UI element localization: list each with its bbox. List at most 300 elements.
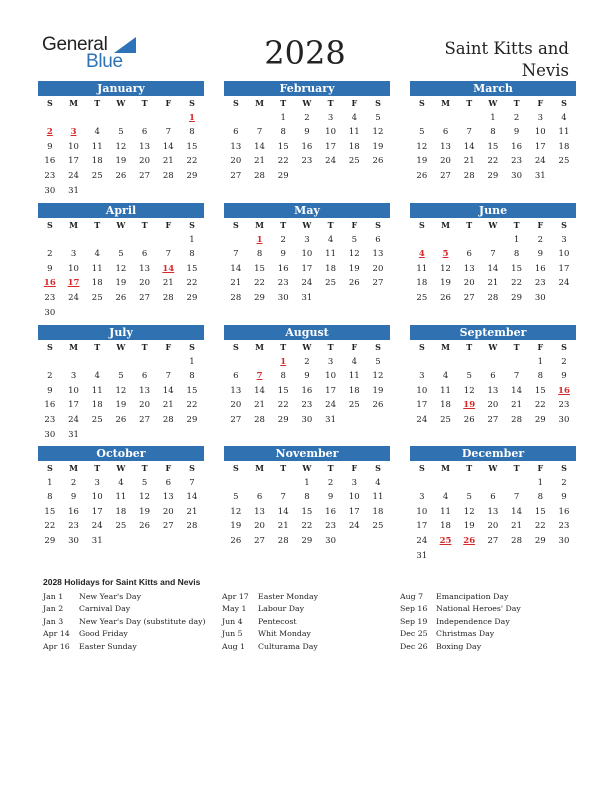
empty-day-cell bbox=[62, 355, 86, 370]
day-cell: 22 bbox=[277, 400, 289, 411]
day-cell: 6 bbox=[490, 492, 496, 503]
day-cell: 11 bbox=[91, 263, 103, 274]
day-cell: 10 bbox=[534, 127, 546, 138]
holiday-row bbox=[400, 641, 580, 653]
holiday-name: Easter Monday bbox=[258, 592, 319, 601]
day-cell: 6 bbox=[233, 371, 239, 382]
day-cell: 11 bbox=[416, 263, 428, 274]
day-cell: 16 bbox=[68, 506, 79, 517]
holiday-row bbox=[43, 628, 223, 640]
day-cell: 10 bbox=[416, 506, 428, 517]
month-header: October bbox=[38, 446, 204, 461]
day-cell: 20 bbox=[372, 263, 384, 274]
empty-day-cell bbox=[505, 476, 529, 491]
day-cell: 14 bbox=[511, 506, 522, 517]
day-cell: 10 bbox=[68, 141, 79, 152]
day-cell: 5 bbox=[118, 371, 124, 382]
day-cell: 17 bbox=[416, 521, 428, 532]
day-cell: 28 bbox=[162, 292, 174, 303]
day-cell: 25 bbox=[372, 521, 384, 532]
day-cell: 24 bbox=[325, 400, 336, 411]
weekday-label: W bbox=[488, 220, 498, 230]
country-name-line2: Nevis bbox=[521, 61, 569, 80]
holiday-date: Jan 2 bbox=[43, 604, 64, 614]
day-cell: 30 bbox=[277, 292, 289, 303]
month-grid bbox=[224, 340, 390, 428]
day-cell: 11 bbox=[348, 371, 360, 382]
day-cell: 13 bbox=[162, 492, 174, 503]
weekday-label: S bbox=[232, 220, 239, 230]
holiday-date: May 1 bbox=[222, 604, 247, 614]
weekday-label: T bbox=[94, 98, 101, 108]
day-cell: 21 bbox=[162, 400, 174, 411]
day-cell: 10 bbox=[325, 127, 336, 138]
holiday-date: Aug 7 bbox=[400, 592, 424, 601]
day-cell: 1 bbox=[47, 477, 53, 488]
day-cell: 27 bbox=[487, 414, 499, 425]
weekday-label: T bbox=[280, 220, 287, 230]
day-cell: 20 bbox=[162, 506, 174, 517]
day-cell: 18 bbox=[325, 263, 336, 274]
holiday-day-cell: 25 bbox=[439, 535, 452, 546]
weekday-label: S bbox=[189, 220, 195, 230]
empty-day-cell bbox=[224, 233, 248, 248]
day-cell: 15 bbox=[186, 263, 198, 274]
weekday-label: F bbox=[165, 342, 172, 352]
day-cell: 26 bbox=[139, 521, 150, 532]
day-cell: 8 bbox=[189, 249, 195, 260]
weekday-label: T bbox=[94, 463, 101, 473]
day-cell: 18 bbox=[91, 400, 103, 411]
day-cell: 24 bbox=[68, 170, 79, 181]
day-cell: 22 bbox=[186, 156, 198, 167]
day-cell: 18 bbox=[558, 141, 570, 152]
holiday-row bbox=[222, 591, 402, 603]
holiday-date: Jun 5 bbox=[222, 629, 243, 639]
day-cell: 27 bbox=[254, 535, 265, 546]
weekday-label: M bbox=[255, 463, 264, 473]
day-cell: 15 bbox=[254, 263, 265, 274]
weekday-label: T bbox=[280, 463, 287, 473]
day-cell: 7 bbox=[165, 127, 171, 138]
day-cell: 2 bbox=[47, 371, 53, 382]
day-cell: 25 bbox=[325, 278, 336, 289]
month-grid bbox=[224, 461, 390, 549]
holiday-row bbox=[43, 591, 223, 603]
day-cell: 20 bbox=[487, 521, 499, 532]
day-cell: 30 bbox=[44, 307, 56, 318]
day-cell: 5 bbox=[118, 127, 124, 138]
month-grid bbox=[38, 461, 204, 549]
weekday-label: W bbox=[302, 98, 312, 108]
weekday-label: S bbox=[46, 98, 53, 108]
empty-day-cell bbox=[224, 355, 248, 370]
month-grid bbox=[410, 96, 576, 184]
day-cell: 21 bbox=[230, 278, 242, 289]
day-cell: 2 bbox=[280, 234, 286, 245]
day-cell: 7 bbox=[280, 492, 286, 503]
empty-day-cell bbox=[156, 111, 180, 126]
day-cell: 29 bbox=[277, 170, 289, 181]
holiday-day-cell: 1 bbox=[256, 234, 263, 245]
day-cell: 22 bbox=[277, 156, 289, 167]
day-cell: 7 bbox=[466, 127, 472, 138]
holiday-column bbox=[222, 591, 402, 653]
day-cell: 15 bbox=[534, 506, 546, 517]
empty-day-cell bbox=[410, 111, 434, 126]
day-cell: 14 bbox=[277, 506, 289, 517]
holiday-row bbox=[400, 603, 580, 615]
day-cell: 23 bbox=[44, 170, 56, 181]
day-cell: 23 bbox=[558, 521, 570, 532]
day-cell: 20 bbox=[139, 278, 150, 289]
day-cell: 24 bbox=[348, 521, 360, 532]
day-cell: 27 bbox=[139, 292, 150, 303]
day-cell: 24 bbox=[534, 156, 546, 167]
day-cell: 2 bbox=[327, 477, 334, 488]
day-cell: 25 bbox=[558, 156, 570, 167]
day-cell: 1 bbox=[490, 112, 496, 123]
day-cell: 14 bbox=[162, 141, 174, 152]
weekday-label: F bbox=[165, 463, 172, 473]
holiday-name: Labour Day bbox=[258, 604, 305, 614]
holiday-row bbox=[400, 616, 580, 628]
day-cell: 12 bbox=[115, 385, 127, 396]
day-cell: 30 bbox=[68, 535, 79, 546]
day-cell: 15 bbox=[301, 506, 313, 517]
day-cell: 23 bbox=[301, 400, 313, 411]
day-cell: 19 bbox=[416, 156, 428, 167]
weekday-label: S bbox=[375, 342, 381, 352]
holiday-date: Jun 4 bbox=[222, 616, 243, 626]
weekday-label: M bbox=[69, 463, 78, 473]
day-cell: 20 bbox=[254, 521, 265, 532]
day-cell: 11 bbox=[440, 506, 451, 517]
day-cell: 18 bbox=[440, 521, 451, 532]
holiday-row bbox=[43, 603, 223, 615]
month-grid bbox=[410, 461, 576, 563]
holiday-day-cell: 14 bbox=[162, 263, 175, 274]
empty-day-cell bbox=[248, 111, 272, 126]
day-cell: 3 bbox=[537, 112, 543, 123]
day-cell: 2 bbox=[304, 356, 310, 367]
day-cell: 5 bbox=[118, 249, 124, 260]
day-cell: 24 bbox=[91, 521, 103, 532]
month-header: September bbox=[410, 325, 576, 340]
day-cell: 19 bbox=[115, 278, 127, 289]
month-march bbox=[410, 81, 576, 184]
empty-day-cell bbox=[410, 476, 434, 491]
holiday-day-cell: 5 bbox=[442, 249, 449, 260]
weekday-label: T bbox=[466, 220, 473, 230]
weekday-label: T bbox=[466, 342, 473, 352]
day-cell: 15 bbox=[487, 141, 499, 152]
weekday-label: S bbox=[561, 220, 567, 230]
day-cell: 11 bbox=[115, 492, 127, 503]
month-grid bbox=[410, 340, 576, 428]
day-cell: 7 bbox=[165, 249, 171, 260]
day-cell: 18 bbox=[348, 385, 360, 396]
day-cell: 20 bbox=[230, 400, 242, 411]
month-october bbox=[38, 446, 204, 549]
weekday-label: M bbox=[69, 342, 78, 352]
empty-day-cell bbox=[457, 233, 481, 248]
holiday-day-cell: 26 bbox=[463, 535, 476, 546]
holiday-day-cell: 16 bbox=[43, 278, 56, 289]
day-cell: 31 bbox=[325, 414, 336, 425]
month-header: August bbox=[224, 325, 390, 340]
day-cell: 14 bbox=[254, 141, 265, 152]
day-cell: 6 bbox=[490, 371, 496, 382]
day-cell: 7 bbox=[490, 249, 496, 260]
weekday-label: W bbox=[116, 98, 126, 108]
month-header: January bbox=[38, 81, 204, 96]
day-cell: 22 bbox=[186, 400, 198, 411]
day-cell: 13 bbox=[139, 385, 150, 396]
day-cell: 10 bbox=[91, 492, 103, 503]
day-cell: 20 bbox=[440, 156, 451, 167]
day-cell: 25 bbox=[115, 521, 127, 532]
day-cell: 2 bbox=[537, 234, 543, 245]
day-cell: 29 bbox=[186, 414, 198, 425]
day-cell: 25 bbox=[416, 292, 428, 303]
day-cell: 26 bbox=[372, 156, 384, 167]
holiday-date: Dec 26 bbox=[400, 641, 428, 651]
empty-day-cell bbox=[85, 355, 109, 370]
day-cell: 4 bbox=[375, 477, 381, 488]
day-cell: 16 bbox=[511, 141, 522, 152]
day-cell: 28 bbox=[162, 414, 174, 425]
weekday-label: T bbox=[141, 220, 148, 230]
day-cell: 7 bbox=[513, 492, 520, 503]
day-cell: 16 bbox=[534, 263, 546, 274]
month-header: June bbox=[410, 203, 576, 218]
holiday-day-cell: 1 bbox=[280, 356, 287, 367]
day-cell: 29 bbox=[254, 292, 265, 303]
day-cell: 14 bbox=[254, 385, 265, 396]
day-cell: 9 bbox=[280, 249, 286, 260]
day-cell: 3 bbox=[304, 234, 310, 245]
holiday-name: New Year's Day (substitute day) bbox=[79, 616, 206, 626]
day-cell: 14 bbox=[162, 385, 174, 396]
holiday-date: Dec 25 bbox=[400, 629, 428, 639]
day-cell: 12 bbox=[372, 127, 384, 138]
day-cell: 16 bbox=[44, 400, 56, 411]
month-header: November bbox=[224, 446, 390, 461]
holiday-date: Aug 1 bbox=[222, 641, 246, 651]
day-cell: 21 bbox=[277, 521, 289, 532]
day-cell: 16 bbox=[277, 263, 289, 274]
day-cell: 10 bbox=[68, 263, 79, 274]
day-cell: 14 bbox=[463, 141, 475, 152]
day-cell: 5 bbox=[233, 492, 239, 503]
day-cell: 8 bbox=[537, 371, 543, 382]
weekday-label: M bbox=[255, 220, 264, 230]
month-grid bbox=[38, 96, 204, 198]
day-cell: 2 bbox=[304, 112, 310, 123]
day-cell: 16 bbox=[325, 506, 336, 517]
weekday-label: T bbox=[94, 342, 101, 352]
day-cell: 1 bbox=[304, 477, 310, 488]
weekday-label: S bbox=[418, 98, 425, 108]
day-cell: 10 bbox=[301, 249, 313, 260]
day-cell: 30 bbox=[558, 414, 570, 425]
day-cell: 10 bbox=[348, 492, 360, 503]
day-cell: 7 bbox=[513, 371, 520, 382]
day-cell: 28 bbox=[186, 521, 198, 532]
weekday-label: S bbox=[561, 463, 567, 473]
day-cell: 12 bbox=[372, 371, 384, 382]
day-cell: 12 bbox=[440, 263, 451, 274]
day-cell: 1 bbox=[280, 112, 286, 123]
day-cell: 30 bbox=[558, 535, 570, 546]
day-cell: 16 bbox=[558, 506, 570, 517]
weekday-label: F bbox=[165, 98, 172, 108]
day-cell: 14 bbox=[186, 492, 198, 503]
day-cell: 8 bbox=[513, 249, 520, 260]
weekday-label: W bbox=[488, 98, 498, 108]
day-cell: 6 bbox=[141, 127, 148, 138]
day-cell: 3 bbox=[70, 371, 77, 382]
weekday-label: T bbox=[327, 342, 334, 352]
holiday-date: Jan 3 bbox=[43, 616, 64, 626]
day-cell: 21 bbox=[162, 278, 174, 289]
month-november bbox=[224, 446, 390, 549]
month-may bbox=[224, 203, 390, 306]
day-cell: 27 bbox=[139, 170, 150, 181]
day-cell: 13 bbox=[139, 141, 150, 152]
day-cell: 25 bbox=[91, 414, 103, 425]
holiday-day-cell: 2 bbox=[46, 127, 53, 138]
day-cell: 10 bbox=[68, 385, 79, 396]
day-cell: 28 bbox=[487, 292, 499, 303]
day-cell: 6 bbox=[375, 234, 381, 245]
holiday-day-cell: 3 bbox=[70, 127, 77, 138]
weekday-label: S bbox=[561, 98, 567, 108]
day-cell: 9 bbox=[327, 492, 334, 503]
day-cell: 17 bbox=[416, 400, 428, 411]
day-cell: 22 bbox=[254, 278, 265, 289]
day-cell: 23 bbox=[44, 292, 56, 303]
day-cell: 2 bbox=[561, 477, 567, 488]
day-cell: 2 bbox=[561, 356, 567, 367]
weekday-label: W bbox=[116, 342, 126, 352]
weekday-label: W bbox=[488, 342, 498, 352]
empty-day-cell bbox=[85, 111, 109, 126]
day-cell: 13 bbox=[139, 263, 150, 274]
day-cell: 12 bbox=[463, 385, 475, 396]
weekday-label: F bbox=[165, 220, 172, 230]
day-cell: 1 bbox=[537, 356, 543, 367]
day-cell: 17 bbox=[68, 156, 79, 167]
weekday-label: T bbox=[327, 98, 334, 108]
day-cell: 29 bbox=[534, 535, 546, 546]
day-cell: 22 bbox=[534, 400, 546, 411]
weekday-label: M bbox=[69, 220, 78, 230]
day-cell: 20 bbox=[139, 400, 150, 411]
day-cell: 10 bbox=[558, 249, 570, 260]
day-cell: 4 bbox=[118, 477, 124, 488]
holiday-name: Carnival Day bbox=[79, 604, 131, 614]
day-cell: 11 bbox=[91, 385, 103, 396]
day-cell: 6 bbox=[256, 492, 263, 503]
day-cell: 25 bbox=[440, 414, 451, 425]
day-cell: 15 bbox=[44, 506, 56, 517]
day-cell: 21 bbox=[254, 400, 265, 411]
day-cell: 30 bbox=[325, 535, 336, 546]
weekday-label: S bbox=[418, 342, 425, 352]
day-cell: 28 bbox=[254, 170, 265, 181]
day-cell: 3 bbox=[94, 477, 100, 488]
day-cell: 13 bbox=[440, 141, 451, 152]
weekday-label: T bbox=[94, 220, 101, 230]
day-cell: 3 bbox=[419, 492, 425, 503]
holiday-name: Whit Monday bbox=[258, 629, 311, 639]
day-cell: 4 bbox=[94, 249, 100, 260]
day-cell: 18 bbox=[91, 278, 103, 289]
day-cell: 15 bbox=[186, 385, 198, 396]
day-cell: 4 bbox=[561, 112, 567, 123]
weekday-label: T bbox=[513, 220, 520, 230]
empty-day-cell bbox=[133, 355, 157, 370]
month-july bbox=[38, 325, 204, 442]
weekday-label: S bbox=[375, 98, 381, 108]
day-cell: 11 bbox=[372, 492, 384, 503]
day-cell: 24 bbox=[301, 278, 313, 289]
holiday-name: Pentecost bbox=[258, 616, 297, 626]
day-cell: 8 bbox=[280, 127, 286, 138]
day-cell: 22 bbox=[301, 521, 313, 532]
day-cell: 9 bbox=[561, 492, 567, 503]
holiday-name: New Year's Day bbox=[79, 592, 141, 601]
day-cell: 2 bbox=[47, 249, 53, 260]
day-cell: 9 bbox=[537, 249, 543, 260]
weekday-label: M bbox=[255, 98, 264, 108]
day-cell: 29 bbox=[186, 170, 198, 181]
weekday-label: T bbox=[280, 98, 287, 108]
holiday-date: Apr 14 bbox=[43, 629, 70, 639]
day-cell: 24 bbox=[416, 414, 428, 425]
day-cell: 8 bbox=[47, 492, 53, 503]
day-cell: 5 bbox=[419, 127, 425, 138]
day-cell: 21 bbox=[511, 521, 522, 532]
country-name bbox=[409, 38, 569, 82]
empty-day-cell bbox=[224, 476, 248, 491]
day-cell: 2 bbox=[70, 477, 77, 488]
day-cell: 12 bbox=[230, 506, 242, 517]
holidays-title: 2028 Holidays for Saint Kitts and Nevis bbox=[43, 577, 201, 587]
weekday-label: W bbox=[302, 220, 312, 230]
logo-triangle-icon bbox=[114, 37, 136, 53]
weekday-label: W bbox=[116, 220, 126, 230]
day-cell: 19 bbox=[440, 278, 451, 289]
empty-day-cell bbox=[457, 476, 481, 491]
day-cell: 30 bbox=[44, 429, 56, 440]
day-cell: 26 bbox=[115, 414, 127, 425]
empty-day-cell bbox=[62, 111, 86, 126]
empty-day-cell bbox=[410, 233, 434, 248]
day-cell: 15 bbox=[534, 385, 546, 396]
day-cell: 27 bbox=[440, 170, 451, 181]
weekday-label: S bbox=[561, 342, 567, 352]
day-cell: 21 bbox=[186, 506, 198, 517]
empty-day-cell bbox=[133, 111, 157, 126]
weekday-label: S bbox=[189, 342, 195, 352]
day-cell: 23 bbox=[44, 414, 56, 425]
empty-day-cell bbox=[434, 111, 458, 126]
day-cell: 26 bbox=[348, 278, 360, 289]
day-cell: 31 bbox=[416, 550, 428, 561]
